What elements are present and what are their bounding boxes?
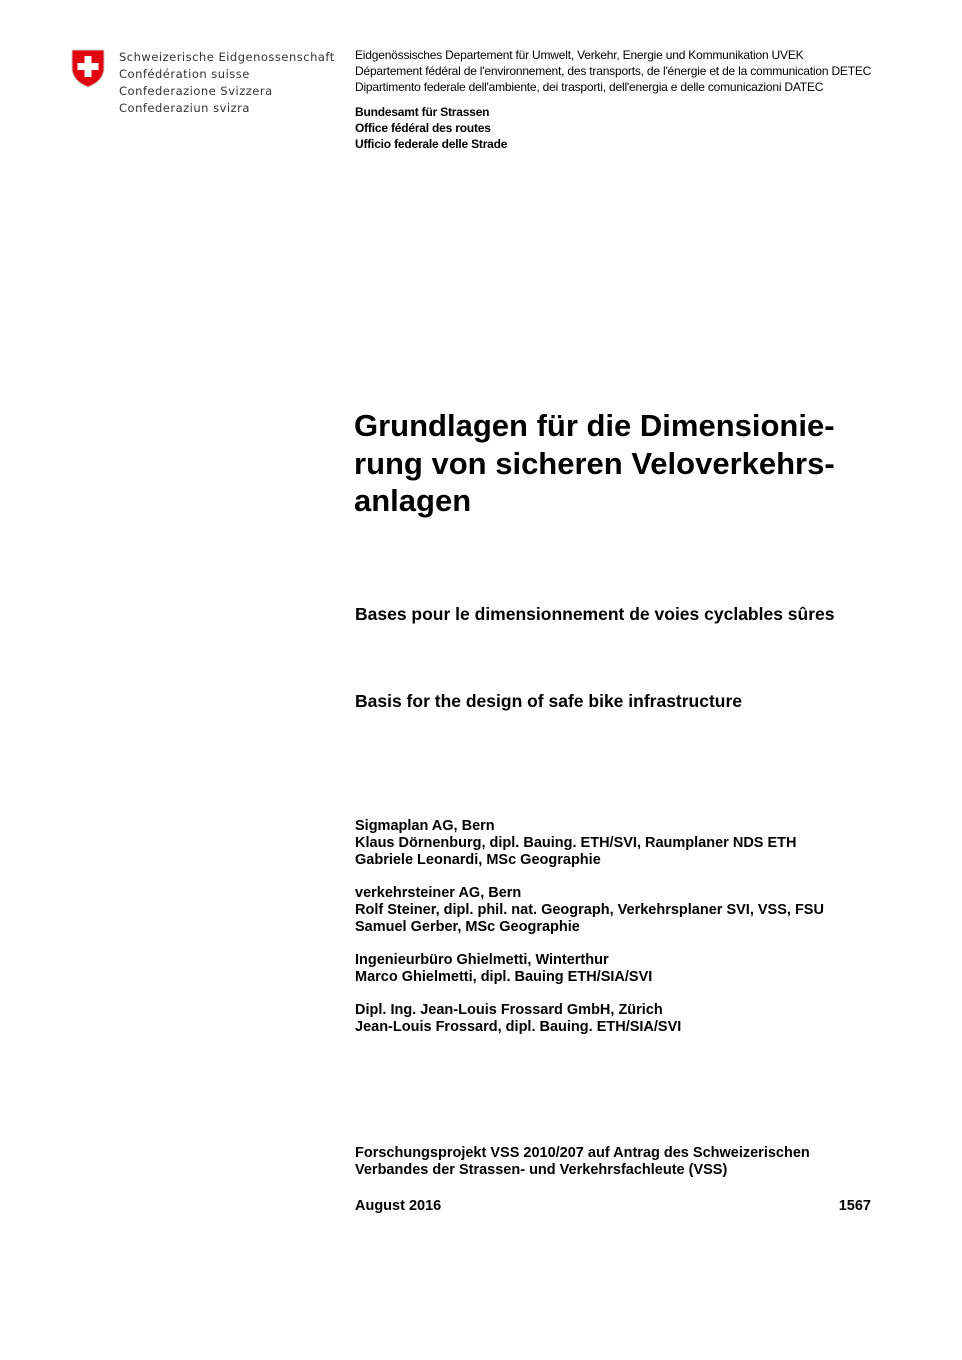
author-company: Dipl. Ing. Jean-Louis Frossard GmbH, Zürich [355, 1002, 663, 1019]
author-person: Klaus Dörnenburg, dipl. Bauing. ETH/SVI, Raumplaner NDS ETH [355, 834, 797, 851]
author-group [355, 818, 824, 868]
author-person: Jean-Louis Frossard, dipl. Bauing. ETH/SIA/SVI [355, 1018, 682, 1035]
title-line: anlagen [354, 483, 472, 518]
author-person: Samuel Gerber, MSc Geographie [355, 918, 580, 935]
title-line: Grundlagen für die Dimensionie- [354, 408, 835, 443]
author-company: Sigmaplan AG, Bern [355, 818, 495, 834]
swiss-coat-of-arms-icon [70, 48, 106, 88]
office-line-it: Ufficio federale delle Strade [355, 137, 508, 151]
confederation-name-rm: Confederaziun svizra [119, 101, 250, 115]
research-project-note [355, 1145, 810, 1179]
department-line-de: Eidgenössisches Departement für Umwelt, Verkehr, Energie und Kommunikation UVEK [355, 48, 804, 62]
subtitle-english: Basis for the design of safe bike infrastructure [355, 691, 743, 711]
publication-date: August 2016 [355, 1198, 442, 1214]
author-person: Rolf Steiner, dipl. phil. nat. Geograph, Verkehrsplaner SVI, VSS, FSU [355, 901, 824, 918]
author-person: Marco Ghielmetti, dipl. Bauing ETH/SIA/SVI [355, 968, 653, 985]
author-company: Ingenieurbüro Ghielmetti, Winterthur [355, 951, 609, 968]
office-block [355, 104, 507, 152]
confederation-name-fr: Confédération suisse [119, 67, 250, 81]
office-line-fr: Office fédéral des routes [355, 121, 491, 135]
confederation-names [119, 49, 335, 117]
confederation-name-de: Schweizerische Eidgenossenschaft [119, 50, 335, 64]
department-block [355, 47, 871, 95]
subtitle-french: Bases pour le dimensionnement de voies cyclables sûres [355, 604, 835, 624]
author-company: verkehrsteiner AG, Bern [355, 884, 522, 901]
author-person: Gabriele Leonardi, MSc Geographie [355, 851, 601, 868]
department-line-it: Dipartimento federale dell'ambiente, dei trasporti, dell'energia e delle comunicazioni DATEC [355, 80, 824, 94]
author-group [355, 1002, 824, 1036]
authors-block [355, 818, 824, 1052]
project-line: Forschungsprojekt VSS 2010/207 auf Antrag des Schweizerischen [355, 1145, 810, 1161]
author-group [355, 952, 824, 986]
title-line: rung von sicheren Veloverkehrs- [354, 445, 835, 481]
project-line: Verbandes der Strassen- und Verkehrsfachleute (VSS) [355, 1161, 728, 1178]
author-group [355, 885, 824, 935]
department-line-fr: Département fédéral de l'environnement, des transports, de l'énergie et de la communication DETEC [355, 64, 872, 78]
confederation-name-it: Confederazione Svizzera [119, 84, 273, 98]
report-number: 1567 [838, 1198, 871, 1214]
office-line-de: Bundesamt für Strassen [355, 105, 490, 119]
document-title [354, 407, 914, 520]
